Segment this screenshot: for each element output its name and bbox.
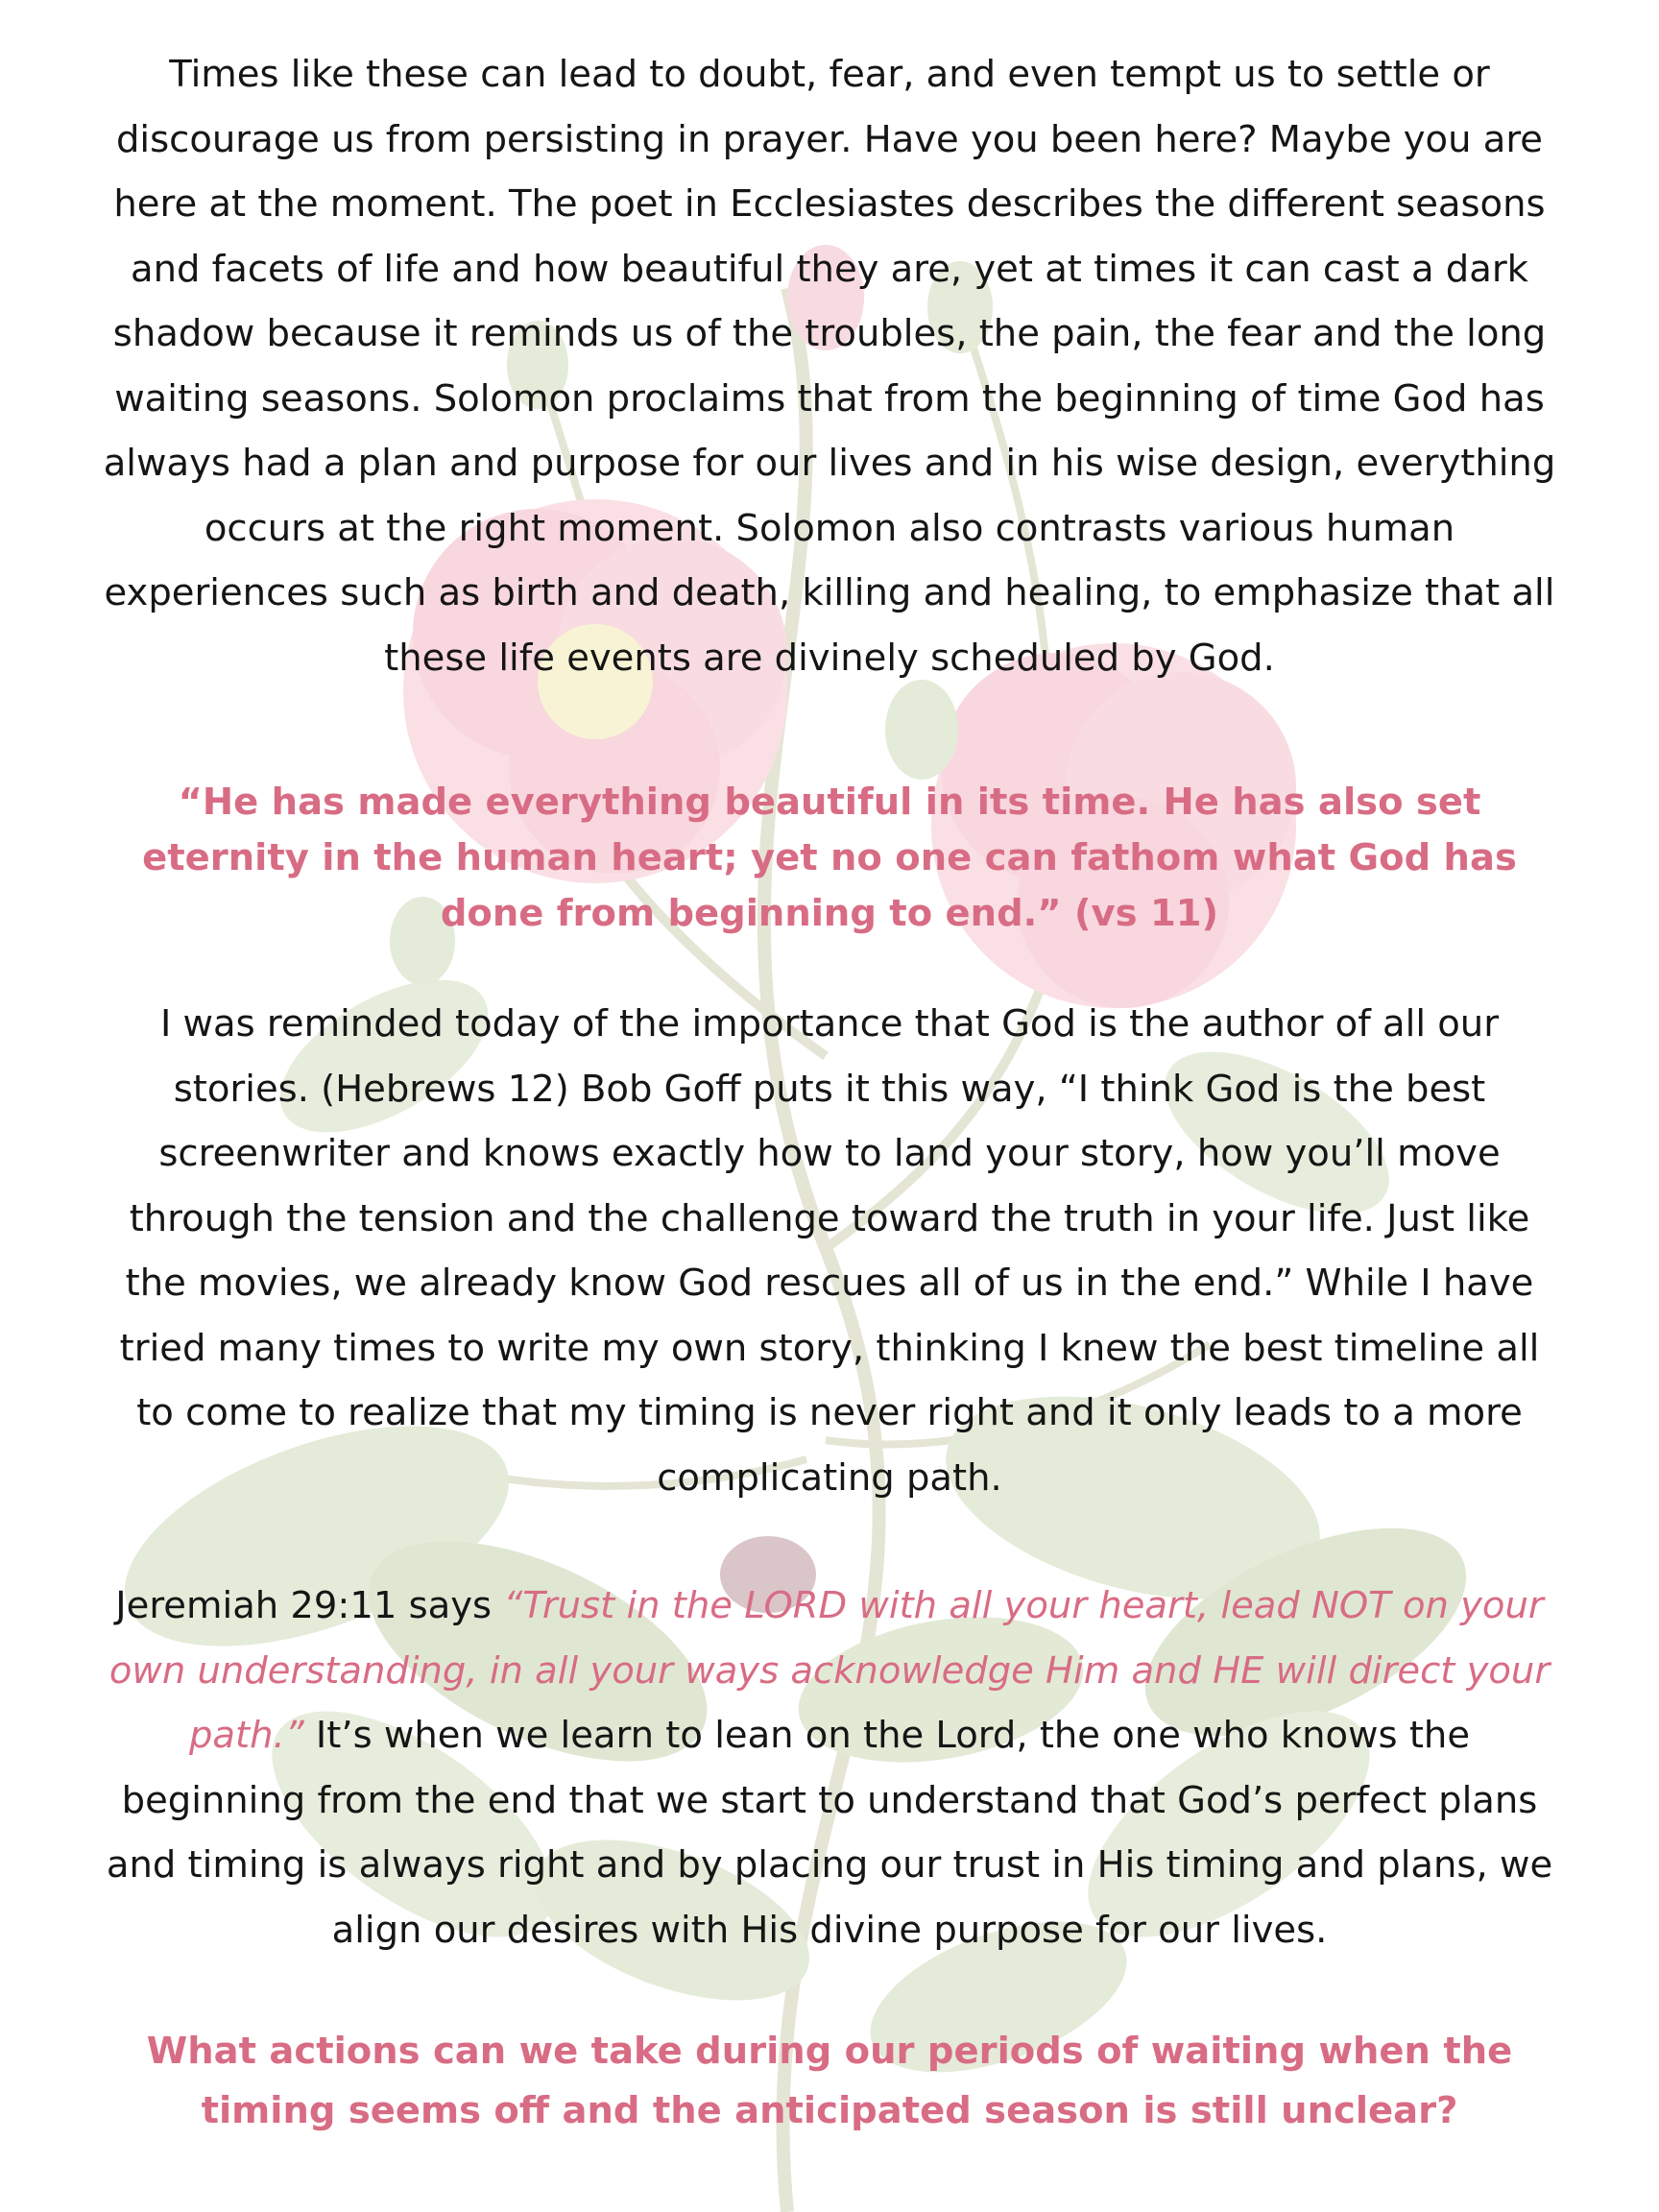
verse-quote: “Trust in the LORD with all your heart, lead NOT on your own understanding, in all your ways acknowledge Him and HE will direct your path.” [108, 1584, 1551, 1757]
paragraph-trust [96, 1574, 1563, 1962]
paragraph-author: I was reminded today of the importance that God is the author of all our stories. (Hebrews 12) Bob Goff puts it this way, “I think God is the best screenwriter and knows exactly how to land your story, how you’ll move through the tension and the challenge toward the truth in your life. Just like the movies, we already know God rescues all of us in the end.” While I have tried many times to write my own story, thinking I knew the best timeline all to come to realize that my timing is never right and it only leads to a more complicating path. [119, 1002, 1540, 1500]
paragraph-trust-rest: It’s when we learn to lean on the Lord, the one who knows the beginning from the end that we start to understand that God’s perfect plans and timing is always right and by placing our trust in His timing and plans, we align our desires with His divine purpose for our lives. [106, 1714, 1553, 1952]
reflection-question: What actions can we take during our periods of waiting when the timing seems off and the anticipated season is still unclear? [146, 2030, 1513, 2132]
paragraph-intro: Times like these can lead to doubt, fear, and even tempt us to settle or discourage us from persisting in prayer. Have you been here? Maybe you are here at the moment. The poet in Ecclesiastes describes the different seasons and facets of life and how beautiful they are, yet at times it can cast a dark shadow because it reminds us of the troubles, the pain, the fear and the long waiting seasons. Solomon proclaims that from the beginning of time God has always had a plan and purpose for our lives and in his wise design, everything occurs at the right moment. Solomon also contrasts various human experiences such as birth and death, killing and healing, to emphasize that all these life events are divinely scheduled by God. [103, 53, 1556, 680]
scripture-quote: “He has made everything beautiful in its time. He has also set eternity in the human heart; yet no one can fathom what God has done from beginning to end.” (vs 11) [142, 781, 1517, 935]
paragraph-trust-lead: Jeremiah 29:11 says [115, 1584, 504, 1627]
article-body [96, 42, 1563, 2141]
